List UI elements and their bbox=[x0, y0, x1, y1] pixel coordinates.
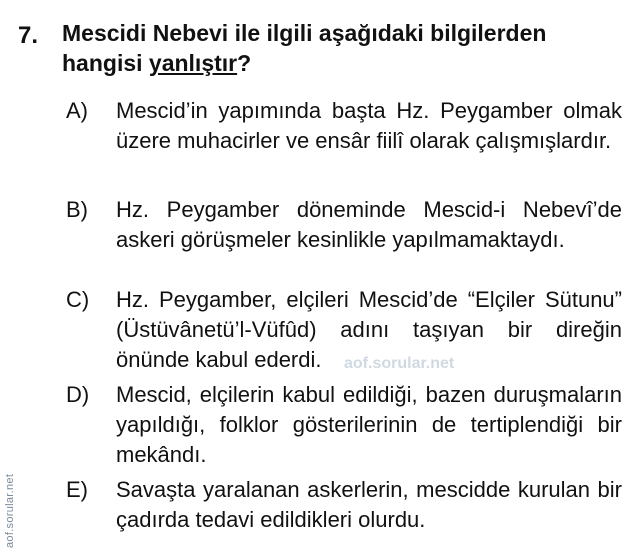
option-d-text: Mescid, elçilerin kabul edildiği, bazen duruşmaların yapıldığı, folklor gösterilerinin de tertiplendiği bir mekândı. bbox=[116, 382, 622, 467]
question-stem bbox=[62, 18, 622, 78]
question-stem-emphasis: yanlıştır bbox=[148, 50, 238, 76]
question-number: 7. bbox=[18, 22, 39, 49]
option-b-letter: B) bbox=[66, 197, 88, 222]
option-c-letter: C) bbox=[66, 287, 90, 312]
question-stem-text: Mescidi Nebevi ile ilgili aşağıdaki bilgilerden hangisi bbox=[62, 20, 547, 76]
option-a-letter: A) bbox=[66, 98, 88, 123]
option-c-text: Hz. Peygamber, elçileri Mescid’de “Elçiler Sütunu” (Üstüvânetü’l-Vüfûd) adını taşıyan bir direğin önünde kabul ederdi. bbox=[116, 287, 622, 372]
question-stem-end: ? bbox=[237, 50, 252, 76]
option-a-text: Mescid’in yapımında başta Hz. Peygamber olmak üzere muhacirler ve ensâr fiilî olarak çalışmışlardır. bbox=[116, 98, 622, 153]
watermark-side: aof.sorular.net bbox=[4, 473, 16, 548]
option-d-letter: D) bbox=[66, 382, 90, 407]
option-e-letter: E) bbox=[66, 477, 88, 502]
option-e-text: Savaşta yaralanan askerlerin, mescidde kurulan bir çadırda tedavi edildikleri olurdu. bbox=[116, 477, 622, 532]
option-b-text: Hz. Peygamber döneminde Mescid-i Nebevî’de askeri görüşmeler kesinlikle yapılmamaktaydı. bbox=[116, 197, 622, 252]
watermark-center: aof.sorular.net bbox=[344, 355, 455, 372]
